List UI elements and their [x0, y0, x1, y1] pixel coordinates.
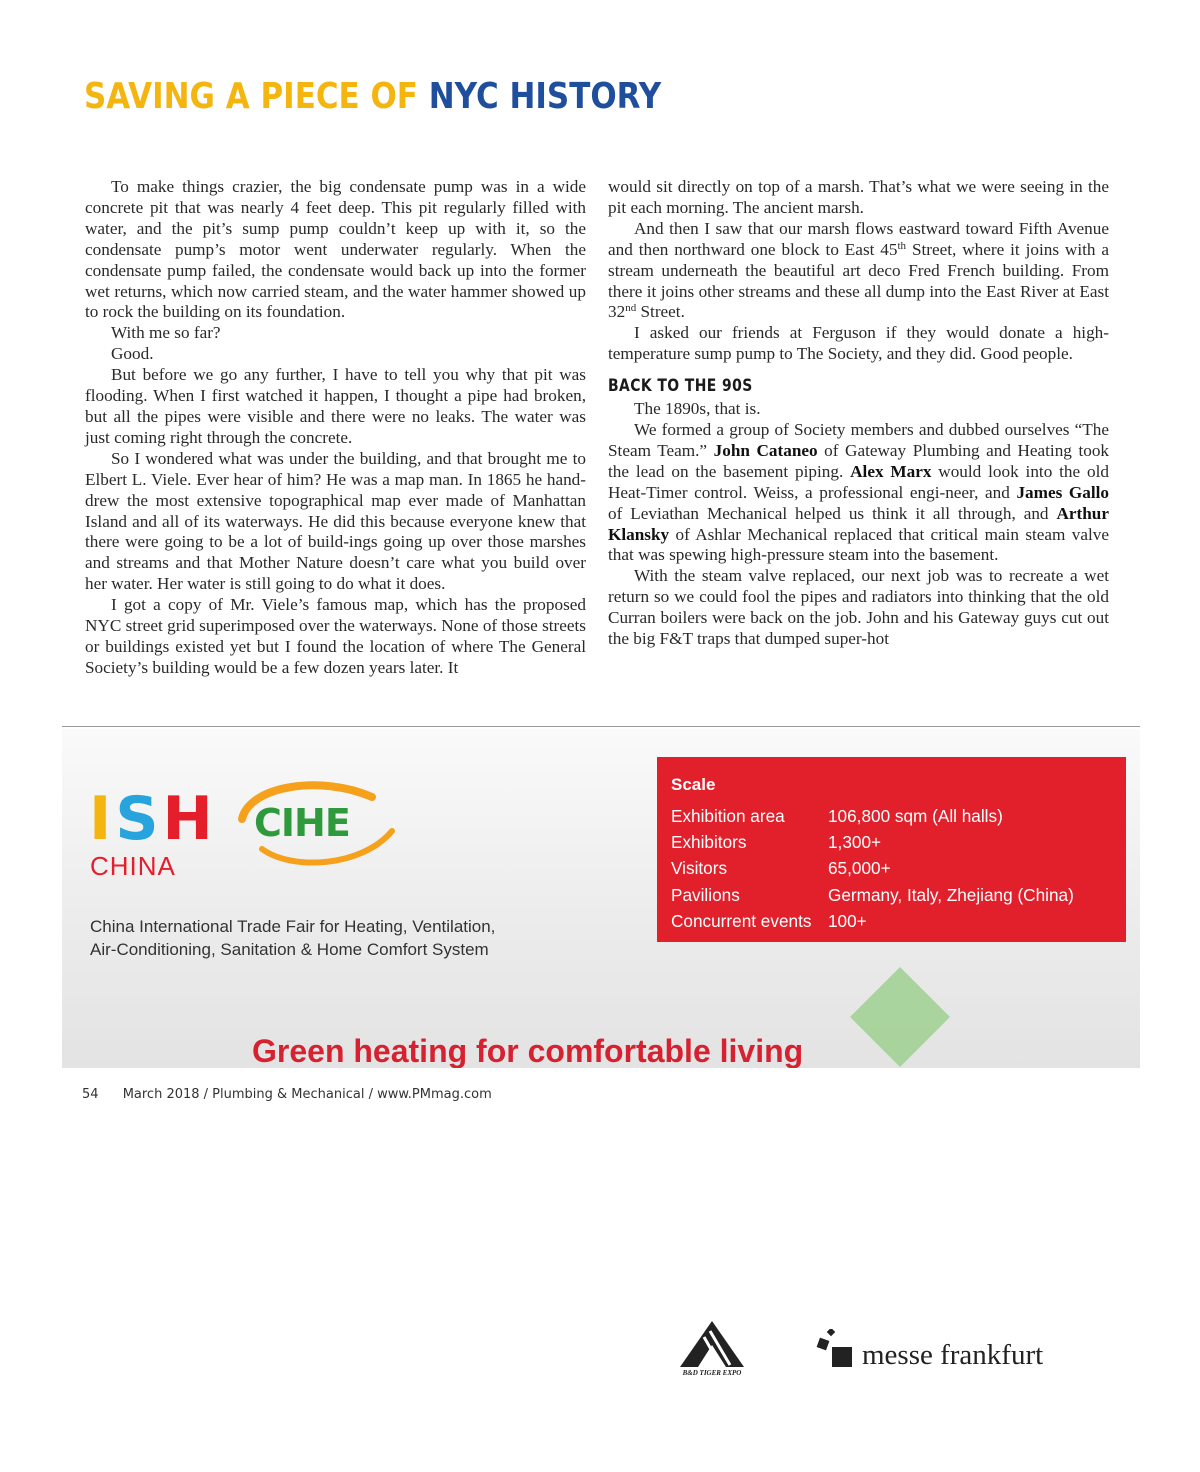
tiger-expo-icon	[676, 1317, 748, 1369]
paragraph: With the steam valve replaced, our next job was to recreate a wet return so we could fool the pipes and radiators into thinking that the old Curran boilers were back on the job. John and his Gateway guys cut out the big F&T traps that dumped super-hot	[608, 566, 1109, 649]
scale-row: Pavilions Germany, Italy, Zhejiang (China)	[671, 884, 1074, 905]
ish-china-label: CHINA	[90, 851, 176, 881]
scale-row: Visitors 65,000+	[671, 858, 891, 879]
article-column-right	[608, 177, 1109, 650]
paragraph: But before we go any further, I have to tell you why that pit was flooding. When I first watched it happen, I thought a pipe had broken, but all the pipes were visible and there were no leaks. The water was just coming right through the concrete.	[85, 365, 586, 447]
paragraph: To make things crazier, the big condensate pump was in a wide concrete pit that was nearly 4 feet deep. This pit regularly filled with water, and the pit’s sump pump couldn’t keep up with it, so the condensate pump’s motor went underwater regularly. When the condensate pump failed, the condensate would back up into the former wet returns, which now carried steam, and the water hammer showed up to rock the building on its foundation.	[85, 177, 586, 322]
page-number: 54	[82, 1087, 99, 1102]
paragraph: Good.	[111, 344, 154, 364]
ad-tagline: Green heating for comfortable living	[252, 1033, 804, 1068]
paragraph: We formed a group of Society members and dubbed ourselves “The Steam Team.” John Cataneo of Gateway Plumbing and Heating took the lead on the basement piping. Alex Marx would look into the old Heat-Timer control. Weiss, a professional engi-neer, and James Gallo of Leviathan Mechanical helped us think it all through, and Arthur Klansky of Ashlar Mechanical replaced that critical main steam valve that was spewing high-pressure steam into the basement.	[608, 419, 1110, 565]
fair-description: China International Trade Fair for Heating, Ventilation, Air-Conditioning, Sanitation & Home Comfort System	[90, 917, 496, 959]
cihe-logo: CIHE	[232, 779, 397, 869]
paragraph: I got a copy of Mr. Viele’s famous map, which has the proposed NYC street grid superimposed over the waterways. None of those streets or buildings existed yet but I found the location of where The General Society’s building would be a few dozen years later. It	[85, 595, 586, 677]
scale-row: Exhibition area 106,800 sqm (All halls)	[671, 805, 1003, 826]
scale-title: Scale	[671, 775, 716, 794]
messe-frankfurt-mark-icon	[810, 1329, 860, 1369]
headline-part-1: SAVING A PIECE OF	[84, 76, 418, 117]
ish-logo: ISH	[89, 784, 217, 854]
paragraph: With me so far?	[111, 323, 221, 343]
scale-row: Exhibitors 1,300+	[671, 831, 882, 852]
paragraph: I asked our friends at Ferguson if they would donate a high-temperature sump pump to The Society, and they did. Good people.	[608, 323, 1109, 364]
article-headline	[84, 76, 661, 117]
article-column-left	[85, 177, 586, 679]
scale-box	[657, 757, 1126, 942]
divider-rule	[62, 726, 1140, 727]
paragraph: would sit directly on top of a marsh. That’s what we were seeing in the pit each morning. The ancient marsh.	[608, 177, 1109, 217]
advertisement[interactable]	[62, 729, 1140, 1068]
paragraph: And then I saw that our marsh flows eastward toward Fifth Avenue and then northward one block to East 45th Street, where it joins with a stream underneath the beautiful art deco Fred French building. From there it joins other streams and these all dump into the East River at East 32nd Street.	[608, 218, 1109, 322]
footer-publication: March 2018 / Plumbing & Mechanical / www.PMmag.com	[122, 1087, 492, 1102]
page-footer	[82, 1087, 492, 1102]
scale-row: Concurrent events 100+	[671, 910, 867, 931]
paragraph: The 1890s, that is.	[634, 399, 761, 419]
bd-tiger-expo-logo: B&D TIGER EXPO	[676, 1317, 748, 1381]
section-subhead: BACK TO THE 90S	[608, 376, 753, 397]
paragraph: So I wondered what was under the building, and that brought me to Elbert L. Viele. Ever hear of him? He was a map man. In 1865 he hand-drew the most extensive topographical map ever made of Manhattan Island and all of its waterways. He did this because everyone knew that there were going to be a lot of build-ings going up over those marshes and streams and that Mother Nature doesn’t care what you build over her water. Her water is still going to do what it does.	[85, 448, 586, 594]
messe-frankfurt-logo: messe frankfurt	[862, 1339, 1044, 1371]
headline-part-2: NYC HISTORY	[428, 76, 662, 117]
